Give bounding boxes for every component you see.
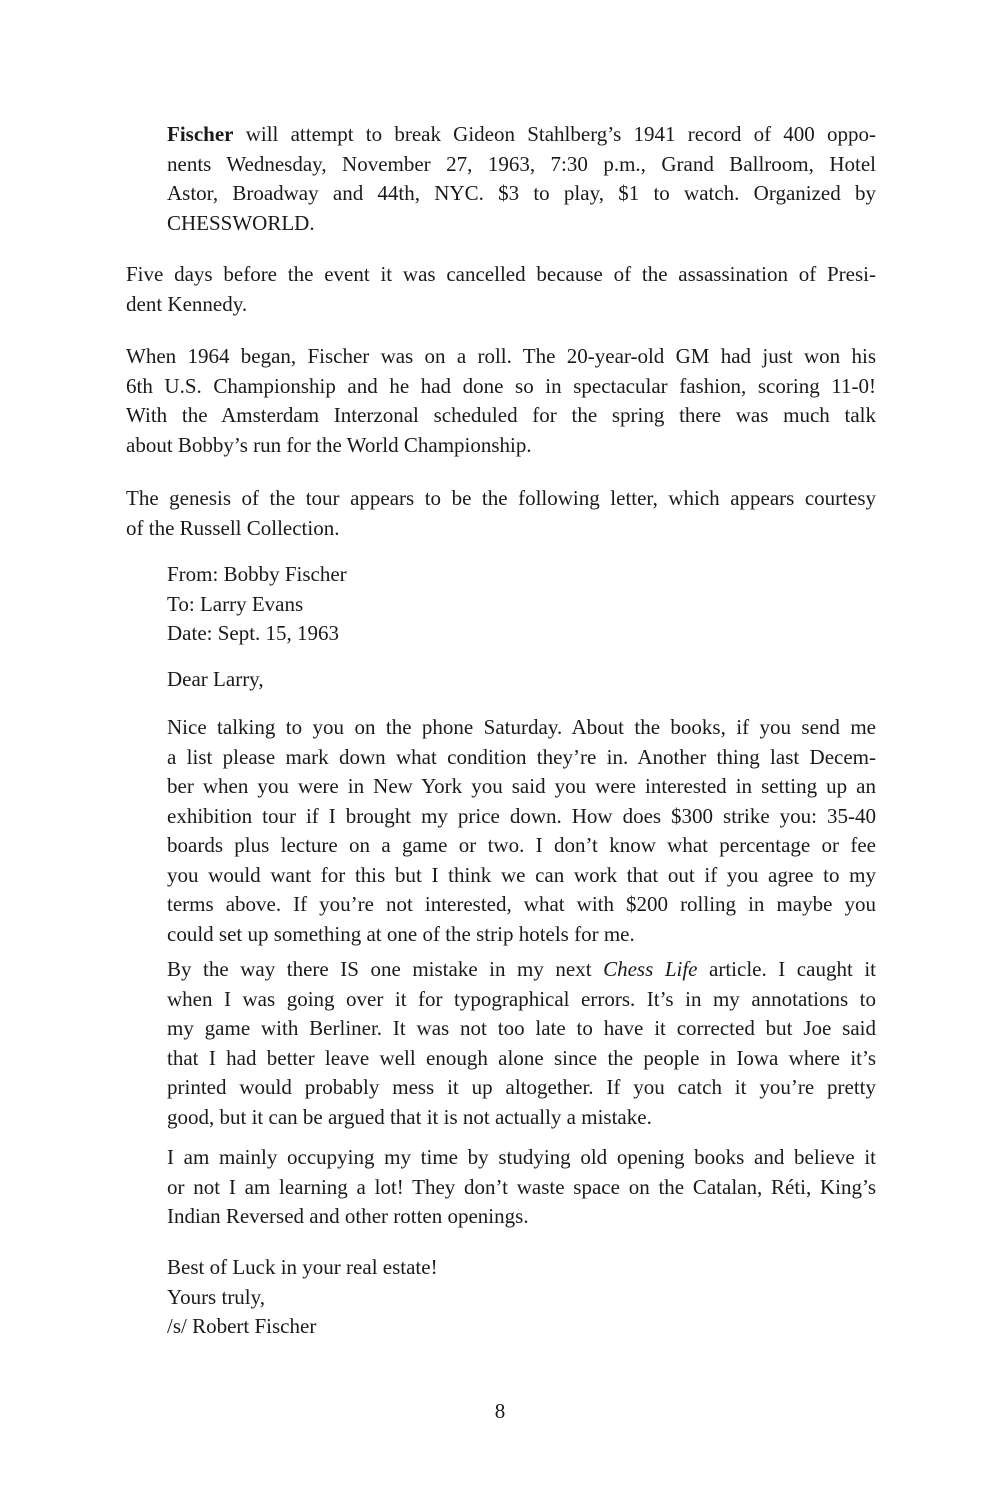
letter-from: From: Bobby Fischer [167,562,347,586]
letter-to: To: Larry Evans [167,591,304,616]
announcement-paragraph: Fischer will attempt to break Gideon Stahlberg’s 1941 record of 400 oppo- nents Wednesday, November 27, 1963, 7:30 p.m., Grand Ballroom, Hotel Astor, Broadway and 44th, NYC. $3 to play, $1 to watch. Organized by CHESSWORLD. [167,122,876,235]
letter-date: Date: Sept. 15, 1963 [167,621,340,645]
roll-paragraph: When 1964 began, Fischer was on a roll. The 20-year-old GM had just won his 6th U.S. Championship and he had done so in spectacular fashion, scoring 11-0! With the Amsterdam Interzonal scheduled for the spring there was much talk about Bobby’s run for the World Championship. [126,344,876,457]
letter-paragraph-2: By the way there IS one mistake in my next Chess Life article. I caught it when I was going over it for typographical errors. It’s in my annotations to my game with Berliner. It was not too late to have it corrected but Joe said that I had better leave well enough alone since the people in Iowa where it’s printed would probably mess it up altogether. If you catch it you’re pretty good, but it can be argued that it is not actually a mistake. [167,957,876,1129]
cancelled-paragraph: Five days before the event it was cancelled because of the assassination of Presi- dent Kennedy. [126,262,876,316]
chess-life-title: Chess Life [603,957,698,981]
letter-signature: /s/ Robert Fischer [167,1314,317,1338]
letter-salutation: Dear Larry, [167,667,264,691]
letter-closing: Best of Luck in your real estate! Yours truly, /s/ Robert Fischer [167,1253,876,1342]
letter-paragraph-3: I am mainly occupying my time by studying old opening books and believe it or not I am learning a lot! They don’t waste space on the Catalan, Réti, King’s Indian Reversed and other rotten openings. [167,1145,876,1228]
page-number: 8 [494,1399,506,1423]
letter-paragraph-1: Nice talking to you on the phone Saturday. About the books, if you send me a list please mark down what condition they’re in. Another thing last Decem- ber when you were in New York you said you were interested in setting up an exhibition tour if I brought my price down. How does $300 strike you: 35-40 boards plus lecture on a game or two. I don’t know what percentage or fee you would want for this but I think we can work that out if you agree to my terms above. If you’re not interested, what with $200 rolling in maybe you could set up something at one of the strip hotels for me. [167,715,876,946]
genesis-paragraph: The genesis of the tour appears to be the following letter, which appears courtesy of the Russell Collection. [126,486,876,540]
announcement-bold-name: Fischer [167,122,234,146]
letter-header [167,560,876,649]
